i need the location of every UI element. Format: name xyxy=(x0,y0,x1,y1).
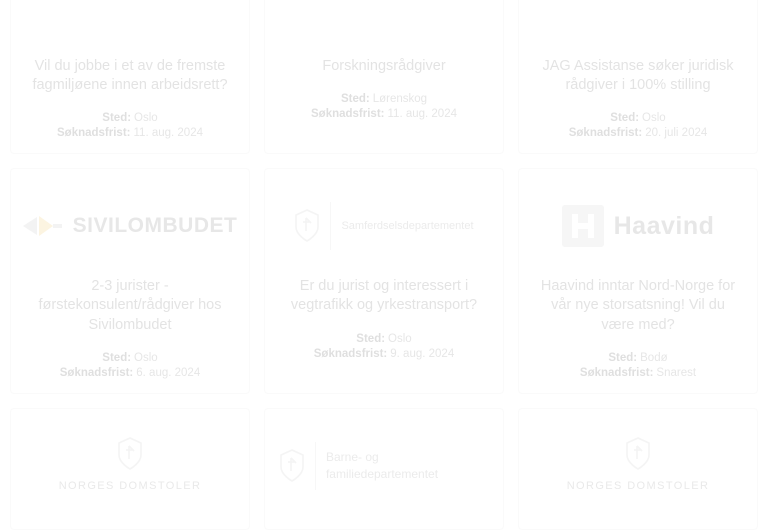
job-deadline xyxy=(314,348,454,360)
deadline-value: Snarest xyxy=(656,366,697,379)
job-title: Vil du jobbe i et av de fremste fagmiljøene innen arbeidsrett? xyxy=(32,58,228,94)
department-logo-text: Samferdselsdepartementet xyxy=(341,219,474,232)
card-logo xyxy=(25,0,235,49)
domstoler-logo-text: NORGES DOMSTOLER xyxy=(58,479,202,492)
card-logo xyxy=(533,183,743,269)
domstoler-logo-text: NORGES DOMSTOLER xyxy=(566,479,710,492)
job-card[interactable] xyxy=(264,0,504,154)
job-title: Forskningsrådgiver xyxy=(322,58,446,74)
card-logo xyxy=(279,183,489,269)
location-value: Lørenskog xyxy=(372,93,428,106)
deadline-label: Søknadsfrist: xyxy=(568,127,643,140)
job-deadline xyxy=(580,367,696,379)
deadline-value: 11. aug. 2024 xyxy=(387,108,457,121)
sivilombudet-logo-text: SIVILOMBUDET xyxy=(72,214,238,238)
card-logo xyxy=(533,0,743,49)
deadline-value: 9. aug. 2024 xyxy=(390,347,455,360)
job-location xyxy=(608,352,667,364)
location-label: Sted: xyxy=(102,112,132,125)
job-deadline xyxy=(57,127,203,139)
job-deadline xyxy=(311,108,457,120)
deadline-label: Søknadsfrist: xyxy=(59,366,134,379)
location-value: Oslo xyxy=(134,112,158,125)
deadline-label: Søknadsfrist: xyxy=(579,366,654,379)
norway-coat-of-arms-icon xyxy=(625,437,651,471)
location-label: Sted: xyxy=(608,351,638,364)
job-card[interactable] xyxy=(518,168,758,393)
job-card[interactable] xyxy=(10,168,250,393)
job-location xyxy=(356,333,411,345)
job-card[interactable] xyxy=(10,408,250,530)
card-logo xyxy=(279,423,489,509)
job-card[interactable] xyxy=(518,0,758,154)
deadline-label: Søknadsfrist: xyxy=(57,127,131,140)
card-logo xyxy=(279,0,489,49)
card-logo xyxy=(533,423,743,509)
location-label: Sted: xyxy=(340,93,370,106)
job-deadline xyxy=(569,127,708,139)
job-title: Er du jurist og interessert i vegtrafikk og yrkestransport? xyxy=(290,278,478,314)
location-label: Sted: xyxy=(610,112,640,125)
job-card-grid xyxy=(10,0,758,530)
deadline-value: 6. aug. 2024 xyxy=(136,366,201,379)
norway-coat-of-arms-icon xyxy=(294,209,320,243)
job-deadline xyxy=(60,367,200,379)
location-value: Bodø xyxy=(640,351,668,364)
haavind-mark-icon xyxy=(562,205,604,247)
card-logo xyxy=(25,183,238,269)
job-card[interactable] xyxy=(10,0,250,154)
deadline-value: 20. juli 2024 xyxy=(645,127,708,140)
deadline-value: 11. aug. 2024 xyxy=(133,127,203,140)
sivilombudet-mark-icon xyxy=(23,213,63,239)
job-location xyxy=(341,93,427,105)
location-value: Oslo xyxy=(388,332,412,345)
job-location xyxy=(102,352,157,364)
location-label: Sted: xyxy=(356,332,386,345)
deadline-label: Søknadsfrist: xyxy=(311,108,385,121)
deadline-label: Søknadsfrist: xyxy=(313,347,388,360)
location-label: Sted: xyxy=(102,351,132,364)
card-logo xyxy=(25,423,235,509)
job-title: JAG Assistanse søker juridisk rådgiver i 100% stilling xyxy=(542,58,734,94)
job-card[interactable] xyxy=(264,408,504,530)
job-title: 2-3 jurister - førstekonsulent/rådgiver hos Sivilombudet xyxy=(38,278,222,333)
location-value: Oslo xyxy=(134,351,158,364)
job-card[interactable] xyxy=(518,408,758,530)
haavind-logo-text: Haavind xyxy=(613,211,715,240)
norway-coat-of-arms-icon xyxy=(117,437,143,471)
location-value: Oslo xyxy=(642,112,666,125)
job-location xyxy=(610,112,665,124)
norway-coat-of-arms-icon xyxy=(279,449,305,483)
job-location xyxy=(102,112,157,124)
job-card[interactable] xyxy=(264,168,504,393)
department-logo-text: Barne- og familiedepartementet xyxy=(325,450,439,481)
job-title: Haavind inntar Nord-Norge for vår nye storsatsning! Vil du være med? xyxy=(540,278,736,333)
logo-divider xyxy=(330,202,331,250)
logo-divider xyxy=(315,442,316,490)
